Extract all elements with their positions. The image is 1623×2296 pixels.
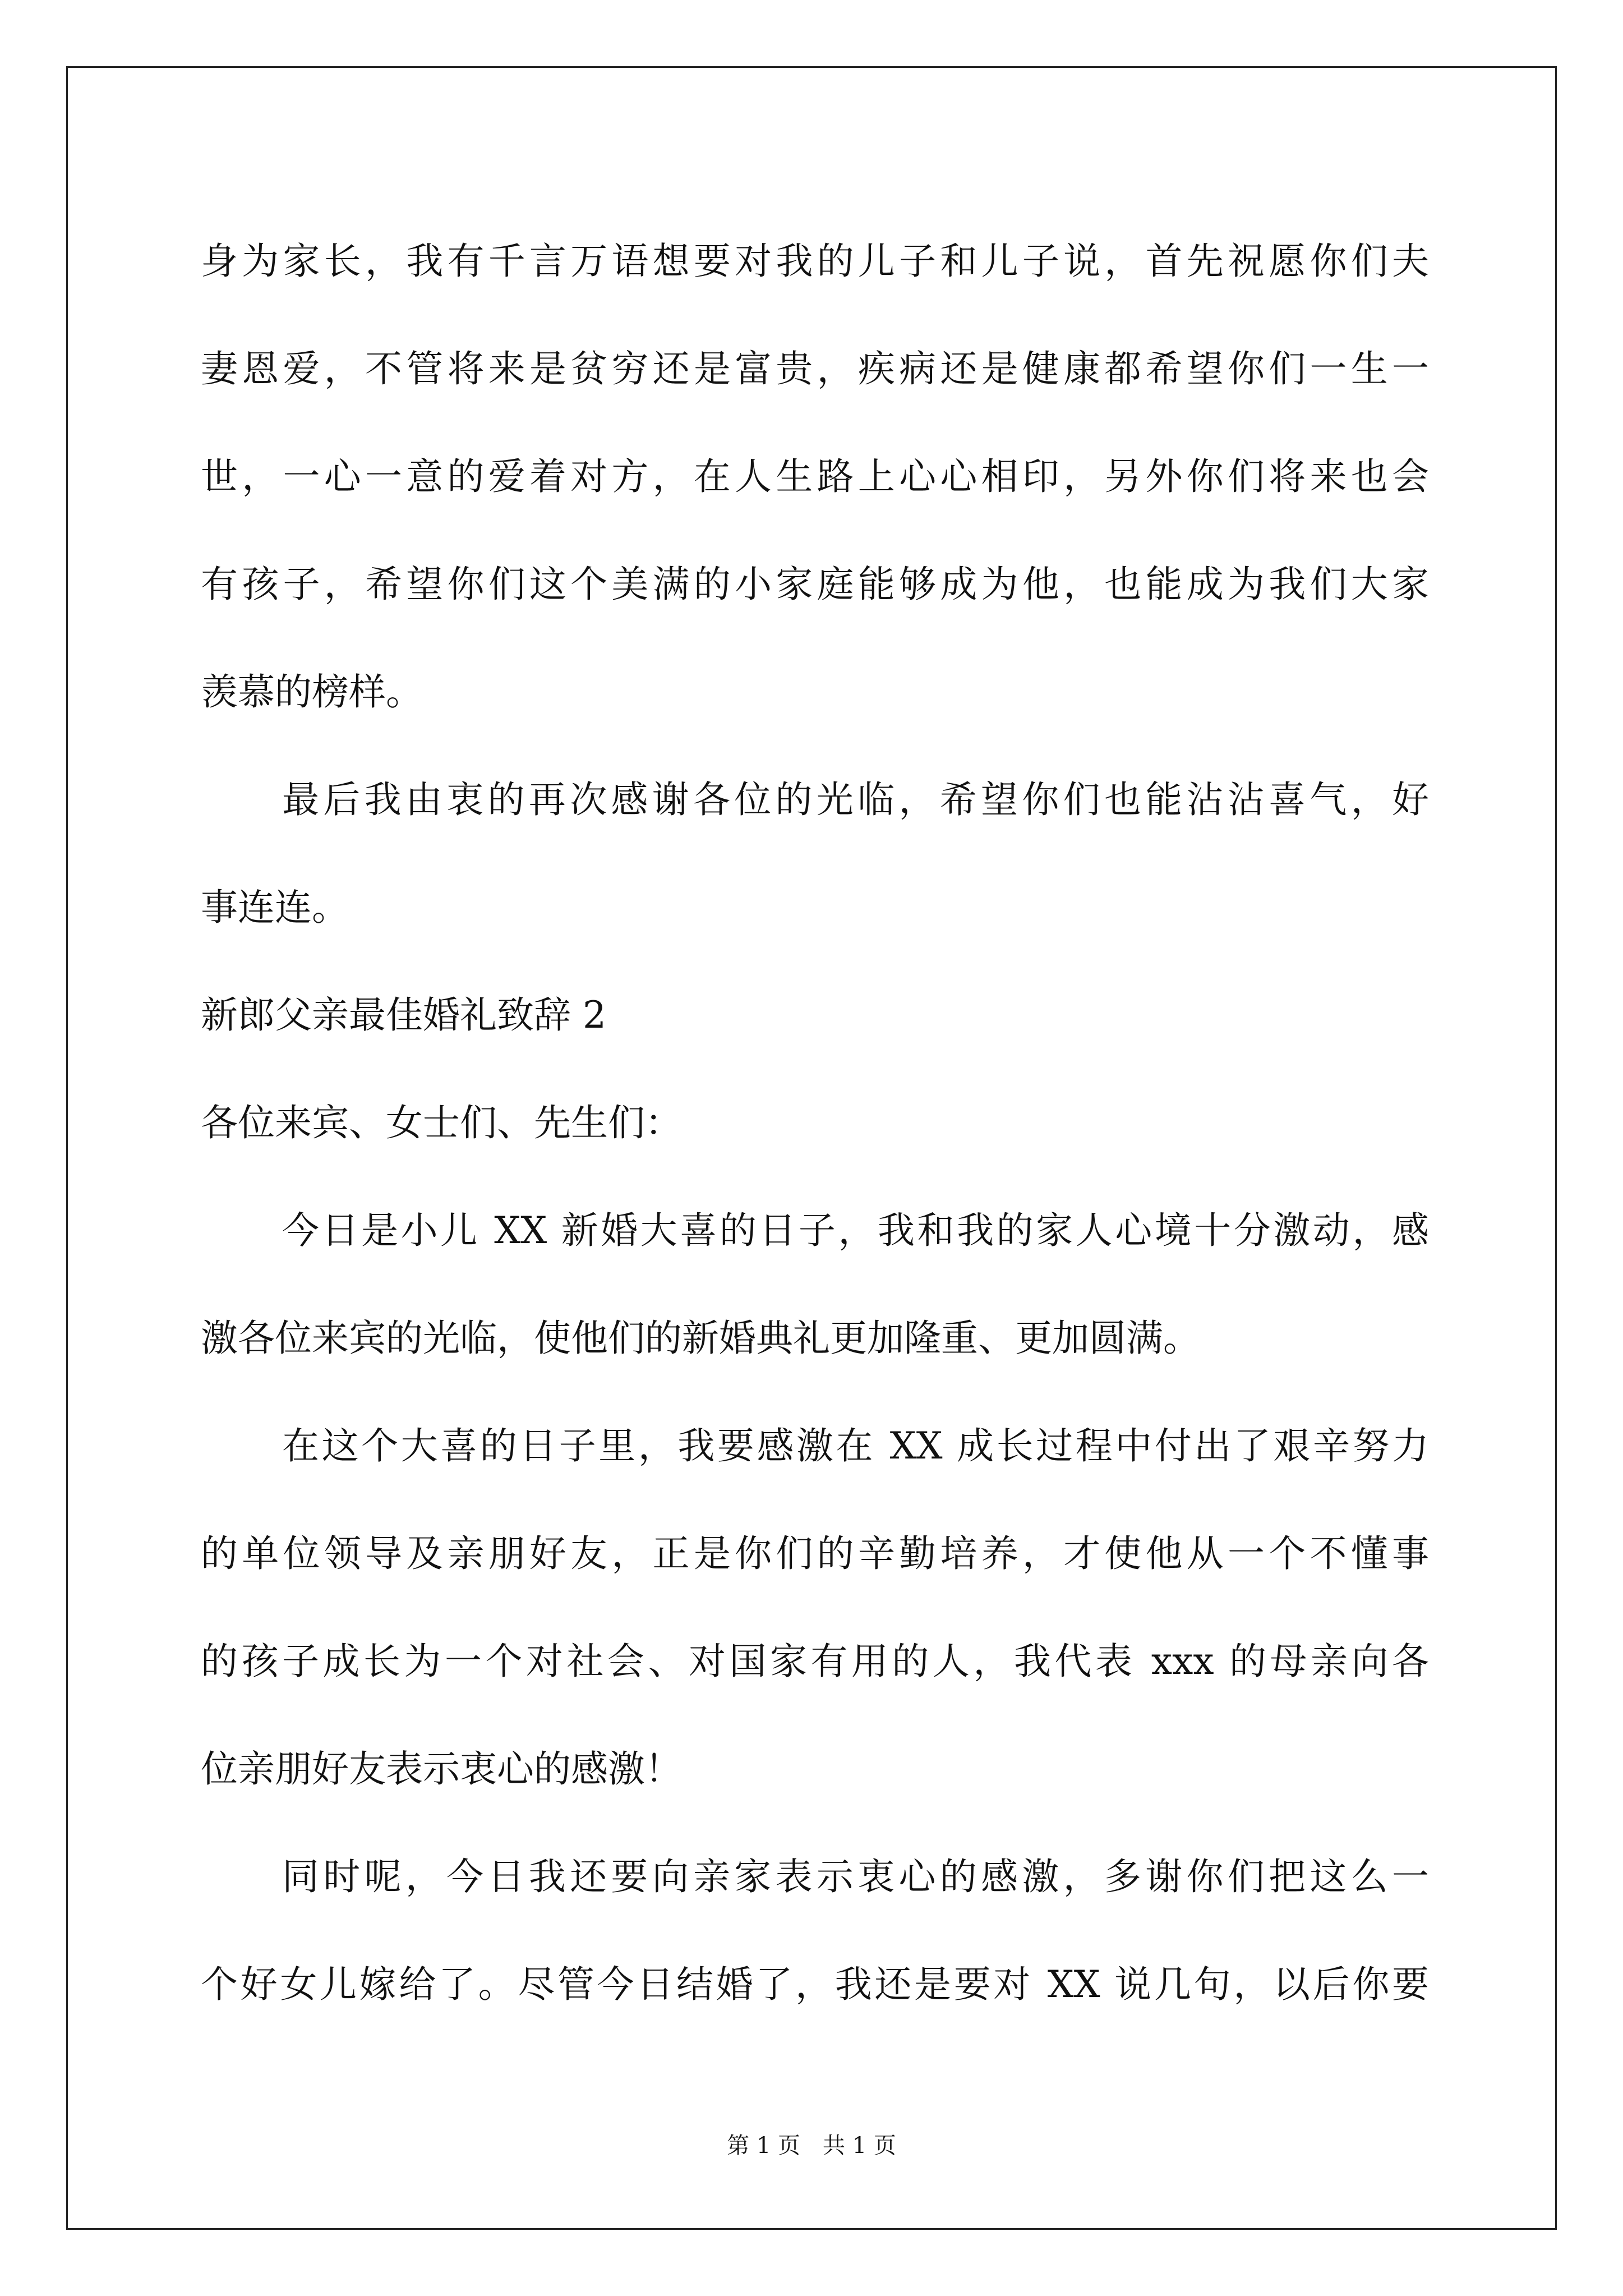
text-line: 有孩子，希望你们这个美满的小家庭能够成为他，也能成为我们大家	[201, 563, 1429, 606]
text-line: 的单位领导及亲朋好友，正是你们的辛勤培养，才使他从一个不懂事	[201, 1532, 1429, 1575]
text-line: 位亲朋好友表示衷心的感激！	[201, 1747, 682, 1791]
document-body	[201, 208, 1429, 2039]
text-line: 个好女儿嫁给了。尽管今日结婚了，我还是要对 XX 说几句，以后你要	[201, 1963, 1429, 2006]
text-line: 在这个大喜的日子里，我要感激在 XX 成长过程中付出了艰辛努力	[282, 1424, 1429, 1467]
text-line: 羡慕的榜样。	[201, 670, 423, 714]
text-line: 事连连。	[201, 886, 349, 929]
text-line: 激各位来宾的光临，使他们的新婚典礼更加隆重、更加圆满。	[201, 1317, 1200, 1360]
text-line: 世，一心一意的爱着对方，在人生路上心心相印，另外你们将来也会	[201, 455, 1429, 498]
page-footer	[0, 2132, 1623, 2160]
page-total: 共 1 页	[823, 2133, 896, 2159]
salutation: 各位来宾、女士们、先生们：	[201, 1101, 682, 1144]
text-line: 的孩子成长为一个对社会、对国家有用的人，我代表 xxx 的母亲向各	[201, 1640, 1429, 1683]
section-heading: 新郎父亲最佳婚礼致辞 2	[201, 993, 606, 1037]
text-line: 今日是小儿 XX 新婚大喜的日子，我和我的家人心境十分激动，感	[282, 1209, 1429, 1252]
text-line: 妻恩爱，不管将来是贫穷还是富贵，疾病还是健康都希望你们一生一	[201, 347, 1429, 390]
text-line: 身为家长，我有千言万语想要对我的儿子和儿子说，首先祝愿你们夫	[201, 240, 1429, 283]
text-line: 同时呢，今日我还要向亲家表示衷心的感激，多谢你们把这么一	[282, 1855, 1429, 1898]
page-number: 第 1 页	[727, 2133, 800, 2159]
text-line: 最后我由衷的再次感谢各位的光临，希望你们也能沾沾喜气，好	[282, 778, 1429, 821]
